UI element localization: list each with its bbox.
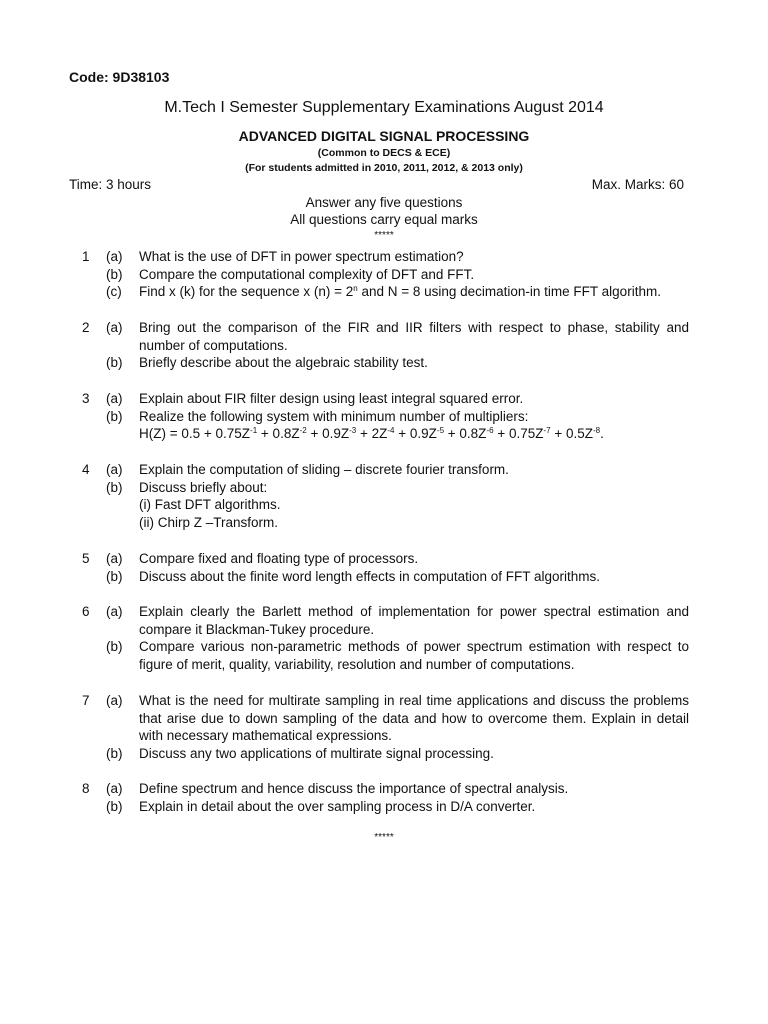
part-text: Briefly describe about the algebraic stability test. <box>139 355 428 370</box>
part-label: (a) <box>106 462 123 477</box>
part-text: What is the use of DFT in power spectrum estimation? <box>139 249 464 264</box>
equation-term: . <box>600 426 604 441</box>
question-6 <box>0 603 768 673</box>
part-text: Explain about FIR filter design using least integral squared error. <box>139 391 524 406</box>
question-part <box>0 603 768 638</box>
part-label: (b) <box>106 745 123 761</box>
separator-stars: ***** <box>374 230 394 241</box>
superscript: n <box>353 284 358 293</box>
sub-item <box>0 514 768 532</box>
question-number: 3 <box>82 391 90 406</box>
question-number: 2 <box>82 320 90 335</box>
part-text: Bring out the comparison of the FIR and IIR filters with respect to phase, stability and number of computations. <box>139 320 689 353</box>
part-text: What is the need for multirate sampling in real time applications and discuss the problems that arise due to down sampling of the data and how to overcome them. Explain in detail with necessary mathematical expressions. <box>139 693 689 743</box>
question-number: 5 <box>82 551 90 566</box>
exponent: -1 <box>250 426 258 435</box>
part-text: Discuss briefly about: <box>139 479 268 495</box>
exponent: -8 <box>593 426 601 435</box>
part-label: (b) <box>106 479 123 495</box>
question-number: 4 <box>82 462 90 477</box>
equation-term: H(Z) = 0.5 + 0.75Z <box>139 426 251 441</box>
part-text: Explain clearly the Barlett method of implementation for power spectral estimation and compare it Blackman-Tukey procedure. <box>139 604 689 637</box>
exponent: -3 <box>349 426 357 435</box>
question-7 <box>0 692 768 762</box>
transfer-function-equation <box>139 425 699 443</box>
time-allowed: Time: 3 hours <box>69 177 152 192</box>
instruction-marks: All questions carry equal marks <box>290 212 478 227</box>
sub-item <box>0 496 768 514</box>
part-label: (a) <box>106 391 123 406</box>
part-text: Compare the computational complexity of DFT and FFT. <box>139 266 475 282</box>
equation-term: + 0.9Z <box>394 426 437 441</box>
equation-term: + 0.8Z <box>257 426 300 441</box>
exponent: -7 <box>543 426 551 435</box>
question-number: 6 <box>82 604 90 619</box>
part-text-segment: Find x (k) for the sequence x (n) = 2 <box>139 284 354 299</box>
part-text: Explain in detail about the over sampling process in D/A converter. <box>139 798 536 814</box>
sub-item-text: (i) Fast DFT algorithms. <box>139 497 281 512</box>
equation-term: + 2Z <box>356 426 388 441</box>
question-part <box>0 266 768 284</box>
equation-line <box>0 425 768 443</box>
max-marks: Max. Marks: 60 <box>591 177 684 192</box>
equation-term: + 0.9Z <box>306 426 350 441</box>
part-text <box>139 283 699 301</box>
question-1 <box>0 248 768 301</box>
question-part <box>0 692 768 745</box>
part-label: (a) <box>106 604 123 619</box>
part-text: Explain the computation of sliding – discrete fourier transform. <box>139 462 509 477</box>
question-part <box>0 638 768 673</box>
question-number: 8 <box>82 781 90 796</box>
students-note: (For students admitted in 2010, 2011, 2012, & 2013 only) <box>245 162 523 174</box>
part-label: (b) <box>106 408 123 424</box>
part-label: (b) <box>106 355 123 370</box>
common-to-note: (Common to DECS & ECE) <box>317 147 451 159</box>
equation-term: + 0.75Z <box>493 426 544 441</box>
part-label: (b) <box>106 266 123 282</box>
question-part <box>0 248 768 266</box>
part-label: (a) <box>106 781 123 796</box>
paper-code: Code: 9D38103 <box>69 69 170 85</box>
question-part <box>0 798 768 816</box>
question-8 <box>0 780 768 815</box>
question-part <box>0 319 768 354</box>
part-label: (b) <box>106 798 123 814</box>
instruction-answer: Answer any five questions <box>305 195 463 210</box>
question-part <box>0 479 768 497</box>
question-number: 1 <box>82 249 90 264</box>
exponent: -4 <box>387 426 395 435</box>
question-5 <box>0 550 768 585</box>
part-text: Define spectrum and hence discuss the importance of spectral analysis. <box>139 781 569 796</box>
part-label: (a) <box>106 320 123 335</box>
question-4 <box>0 461 768 531</box>
part-text: Discuss any two applications of multirate signal processing. <box>139 745 494 761</box>
exponent: -6 <box>486 426 494 435</box>
question-part <box>0 550 768 568</box>
question-part <box>0 408 768 426</box>
equation-term: + 0.8Z <box>444 426 487 441</box>
part-label: (b) <box>106 568 123 584</box>
end-stars: ***** <box>374 832 394 843</box>
part-text: Realize the following system with minimum number of multipliers: <box>139 408 529 424</box>
part-text-segment: and N = 8 using decimation-in time FFT algorithm. <box>357 284 661 299</box>
part-text: Discuss about the finite word length effects in computation of FFT algorithms. <box>139 568 600 584</box>
question-2 <box>0 319 768 372</box>
sub-item-text: (ii) Chirp Z –Transform. <box>139 514 279 530</box>
question-part <box>0 568 768 586</box>
subject-title: ADVANCED DIGITAL SIGNAL PROCESSING <box>238 128 530 144</box>
question-part <box>0 745 768 763</box>
part-text: Compare various non-parametric methods of power spectrum estimation with respect to figure of merit, quality, variability, resolution and number of computations. <box>139 639 689 672</box>
part-text: Compare fixed and floating type of processors. <box>139 551 419 566</box>
question-part <box>0 390 768 408</box>
part-label: (a) <box>106 693 123 708</box>
question-3 <box>0 390 768 443</box>
question-part <box>0 354 768 372</box>
part-label: (b) <box>106 639 123 654</box>
part-label: (a) <box>106 249 123 264</box>
part-label: (c) <box>106 284 122 299</box>
exponent: -2 <box>299 426 307 435</box>
question-part <box>0 461 768 479</box>
question-part <box>0 283 768 301</box>
question-number: 7 <box>82 693 90 708</box>
exam-title: M.Tech I Semester Supplementary Examinations August 2014 <box>164 99 604 116</box>
equation-term: + 0.5Z <box>550 426 594 441</box>
exponent: -5 <box>436 426 445 435</box>
question-part <box>0 780 768 798</box>
part-label: (a) <box>106 551 123 566</box>
